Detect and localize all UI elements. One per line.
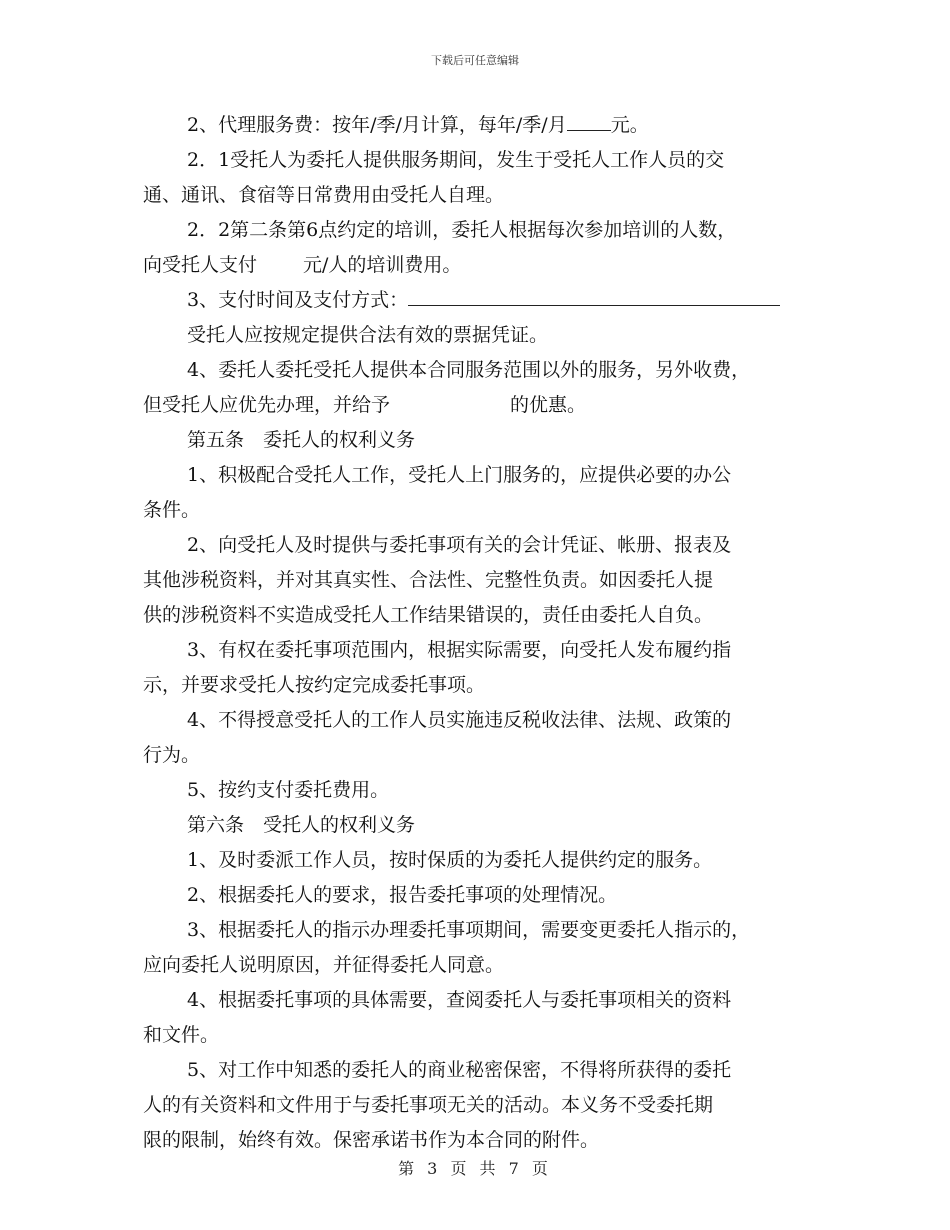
paragraph-line: 1、积极配合受托人工作，受托人上门服务的，应提供必要的办公	[187, 464, 732, 486]
paragraph-line: 行为。	[143, 744, 201, 766]
page-header: 下载后可任意编辑	[431, 54, 519, 67]
paragraph-line: 其他涉税资料，并对其真实性、合法性、完整性负责。如因委托人提	[143, 569, 714, 591]
paragraph-line: 4、委托人委托受托人提供本合同服务范围以外的服务，另外收费，	[187, 359, 751, 381]
paragraph-line: 3、有权在委托事项范围内，根据实际需要，向受托人发布履约指	[187, 639, 732, 661]
paragraph-line	[143, 108, 811, 143]
paragraph-line: 条件。	[143, 499, 201, 521]
paragraph-line: 5、按约支付委托费用。	[187, 779, 390, 801]
fill-blank	[567, 110, 611, 131]
paragraph-line: 限的限制，始终有效。保密承诺书作为本合同的附件。	[143, 1129, 600, 1151]
page-footer: 第 3 页 共 7 页	[398, 1159, 552, 1178]
paragraph-line	[143, 388, 811, 423]
paragraph-line: 供的涉税资料不实造成受托人工作结果错误的，责任由委托人自负。	[143, 604, 714, 626]
paragraph-line: 通、通讯、食宿等日常费用由受托人自理。	[143, 184, 505, 206]
paragraph-line: 受托人应按规定提供合法有效的票据凭证。	[187, 324, 549, 346]
text-run: 元/人的培训费用。	[303, 254, 462, 276]
paragraph-line: 3、根据委托人的指示办理委托事项期间，需要变更委托人指示的，	[187, 919, 751, 941]
paragraph-line: 2．1受托人为委托人提供服务期间，发生于受托人工作人员的交	[187, 149, 725, 171]
fill-blank	[408, 285, 780, 306]
text-run: 向受托人支付	[143, 254, 258, 276]
paragraph-line: 应向委托人说明原因，并征得委托人同意。	[143, 954, 505, 976]
paragraph-line: 5、对工作中知悉的委托人的商业秘密保密，不得将所获得的委托	[187, 1059, 732, 1081]
paragraph-line	[143, 283, 811, 318]
paragraph-line: 示，并要求受托人按约定完成委托事项。	[143, 674, 486, 696]
paragraph-line: 1、及时委派工作人员，按时保质的为委托人提供约定的服务。	[187, 849, 713, 871]
paragraph-line: 2、根据委托人的要求，报告委托事项的处理情况。	[187, 884, 618, 906]
paragraph-line: 4、不得授意受托人的工作人员实施违反税收法律、法规、政策的	[187, 709, 732, 731]
paragraph-line: 人的有关资料和文件用于与委托事项无关的活动。本义务不受委托期	[143, 1094, 714, 1116]
document-body	[143, 108, 811, 1158]
section-heading: 第六条 受托人的权利义务	[187, 814, 416, 836]
paragraph-line	[143, 248, 811, 283]
text-run: 的优惠。	[510, 394, 587, 416]
paragraph-line: 4、根据委托事项的具体需要，查阅委托人与委托事项相关的资料	[187, 989, 732, 1011]
paragraph-line: 2、向受托人及时提供与委托事项有关的会计凭证、帐册、报表及	[187, 534, 732, 556]
text-run: 3、支付时间及支付方式：	[187, 289, 409, 311]
paragraph-line: 和文件。	[143, 1024, 220, 1046]
paragraph-line: 2．2第二条第6点约定的培训，委托人根据每次参加培训的人数，	[187, 219, 737, 241]
text-run: 但受托人应优先办理，并给予	[143, 394, 391, 416]
section-heading: 第五条 委托人的权利义务	[187, 429, 416, 451]
text-run: 2、代理服务费：按年/季/月计算，每年/季/月	[187, 114, 567, 136]
text-run: 元。	[610, 114, 649, 136]
